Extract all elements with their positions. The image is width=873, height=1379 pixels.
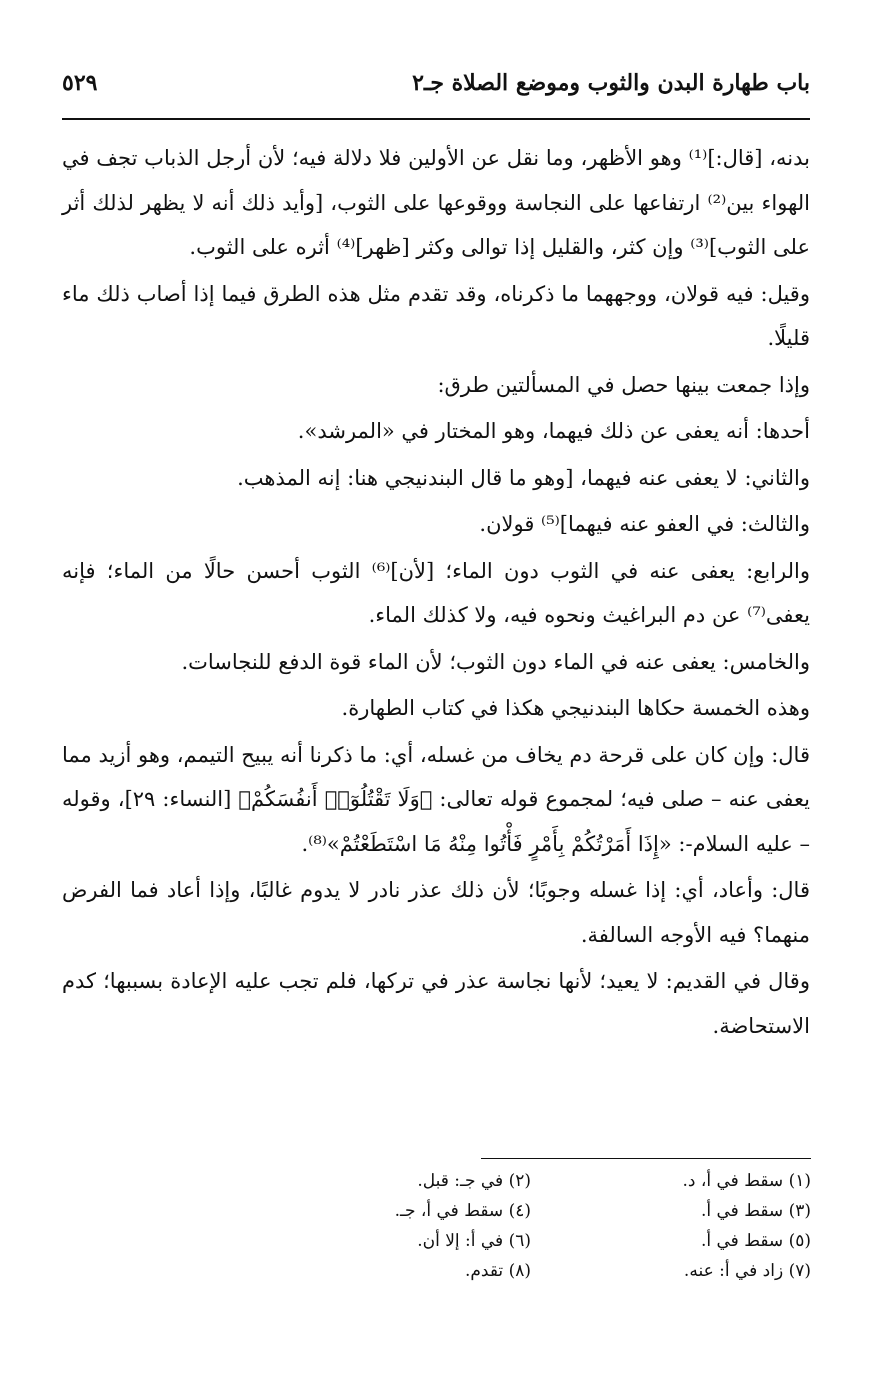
footnote-row bbox=[251, 1166, 811, 1196]
paragraph: قال: وأعاد، أي: إذا غسله وجوبًا؛ لأن ذلك عذر نادر لا يدوم غالبًا، وإذا أعاد فما الفرض منهما؟ فيه الأوجه السالفة. bbox=[62, 878, 810, 947]
chapter-title: باب طهارة البدن والثوب وموضع الصلاة جـ٢ bbox=[412, 70, 810, 96]
paragraph: أحدها: أنه يعفى عن ذلك فيهما، وهو المختار في «المرشد». bbox=[297, 419, 810, 443]
footnote: (٥) سقط في أ. bbox=[700, 1231, 811, 1251]
paragraph: بدنه، [قال:]⁽¹⁾ وهو الأظهر، وما نقل عن الأولين فلا دلالة فيه؛ لأن أرجل الذباب تجف في الهواء بين⁽²⁾ ارتفاعها على النجاسة ووقوعها على الثوب، [وأيد ذلك أنه لا يظهر لذلك أثر على الثوب]⁽³⁾ وإن كثر، والقليل إذا توالى وكثر [ظهر]⁽⁴⁾ أثره على الثوب. bbox=[62, 146, 810, 259]
footnote-row bbox=[251, 1226, 811, 1256]
footnote: (٢) في جـ: قبل. bbox=[417, 1171, 531, 1191]
paragraph: وإذا جمعت بينها حصل في المسألتين طرق: bbox=[437, 372, 810, 397]
body-text bbox=[62, 136, 810, 1050]
footnote: (٦) في أ: إلا أن. bbox=[417, 1231, 531, 1251]
footnote-row bbox=[251, 1256, 811, 1286]
header-divider bbox=[62, 118, 810, 120]
footnote: (١) سقط في أ، د. bbox=[682, 1171, 811, 1191]
footnote-divider bbox=[481, 1158, 811, 1159]
paragraph: وقيل: فيه قولان، ووجههما ما ذكرناه، وقد تقدم مثل هذه الطرق فيما إذا أصاب ذلك ماء قليلًا. bbox=[62, 281, 810, 350]
paragraph: وقال في القديم: لا يعيد؛ لأنها نجاسة عذر في تركها، فلم تجب عليه الإعادة بسببها؛ كدم الاستحاضة. bbox=[62, 969, 810, 1038]
footnote: (٨) تقدم. bbox=[464, 1261, 531, 1281]
footnote: (٤) سقط في أ، جـ. bbox=[394, 1201, 531, 1221]
paragraph: وهذه الخمسة حكاها البندنيجي هكذا في كتاب الطهارة. bbox=[341, 696, 810, 720]
footnote: (٣) سقط في أ. bbox=[700, 1201, 811, 1221]
footnote: (٧) زاد في أ: عنه. bbox=[683, 1261, 811, 1281]
paragraph: والرابع: يعفى عنه في الثوب دون الماء؛ [لأن]⁽⁶⁾ الثوب أحسن حالًا من الماء؛ فإنه يعفى⁽⁷⁾ عن دم البراغيث ونحوه فيه، ولا كذلك الماء. bbox=[62, 558, 810, 627]
footnotes bbox=[251, 1166, 811, 1286]
page-number: ٥٢٩ bbox=[62, 70, 98, 96]
paragraph: قال: وإن كان على قرحة دم يخاف من غسله، أي: ما ذكرنا أنه يبيح التيمم، وهو أزيد مما يعفى عنه – صلى فيه؛ لمجموع قوله تعالى: ﴿وَلَا تَقْتُلُوٓا۟ أَنفُسَكُمْ﴾ [النساء: ٢٩]، وقوله – عليه السلام-: «إِذَا أَمَرْتُكُمْ بِأَمْرٍ فَأْتُوا مِنْهُ مَا اسْتَطَعْتُمْ»⁽⁸⁾. bbox=[62, 742, 810, 856]
page-header bbox=[62, 66, 810, 106]
paragraph: والخامس: يعفى عنه في الماء دون الثوب؛ لأن الماء قوة الدفع للنجاسات. bbox=[181, 649, 810, 674]
paragraph: والثالث: في العفو عنه فيهما]⁽⁵⁾ قولان. bbox=[479, 512, 810, 536]
footnote-row bbox=[251, 1196, 811, 1226]
paragraph: والثاني: لا يعفى عنه فيهما، [وهو ما قال البندنيجي هنا: إنه المذهب. bbox=[237, 465, 810, 490]
